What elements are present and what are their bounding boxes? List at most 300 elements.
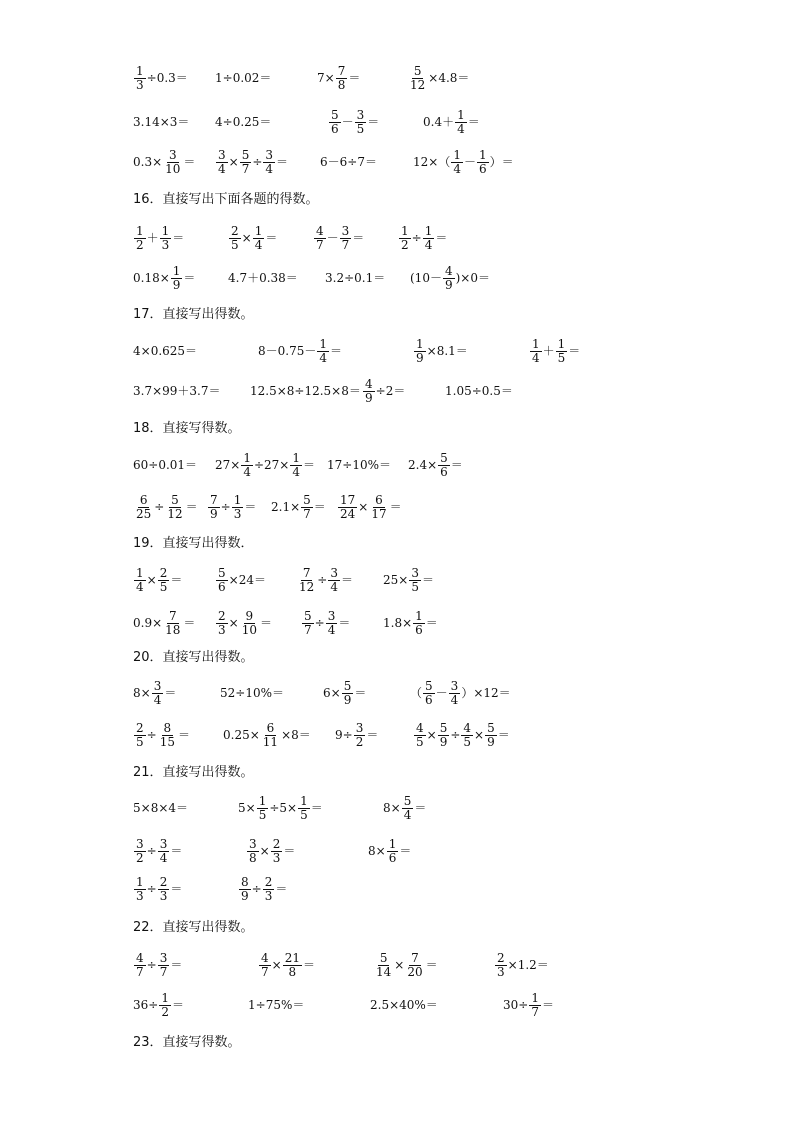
fraction-numerator: 1 — [161, 990, 169, 1005]
problem-text: ＝ — [366, 728, 379, 742]
fraction-denominator: 3 — [272, 850, 281, 865]
fraction-numerator: 5 — [331, 107, 339, 122]
fraction-denominator: 6 — [440, 464, 448, 479]
fraction-numerator: 17 — [340, 492, 356, 507]
fraction-numerator: 3 — [341, 223, 350, 238]
fraction-denominator: 7 — [261, 964, 269, 979]
fraction-denominator: 9 — [487, 734, 495, 749]
fraction-numerator: 3 — [153, 678, 162, 693]
fraction-denominator: 2 — [161, 1004, 169, 1019]
fraction-denominator: 6 — [415, 622, 423, 637]
fraction — [229, 225, 241, 252]
fraction-numerator: 1 — [457, 107, 465, 122]
problem — [320, 145, 377, 179]
fraction — [134, 838, 146, 865]
fraction-denominator: 6 — [218, 579, 226, 594]
fraction-numerator: 2 — [272, 836, 281, 851]
problem-text: 12×（ — [413, 155, 451, 169]
problem-text: ＝ — [421, 573, 434, 587]
fraction — [208, 494, 220, 521]
problem-text: 6× — [323, 686, 341, 700]
fraction-denominator: 4 — [292, 464, 300, 479]
fraction-numerator: 1 — [136, 874, 144, 889]
fraction-numerator: 3 — [218, 147, 226, 162]
problem-text: ＝ — [170, 882, 183, 896]
fraction — [326, 610, 338, 637]
problem-text: ＝ — [467, 115, 480, 129]
fraction-denominator: 8 — [337, 77, 346, 92]
fraction — [247, 838, 259, 865]
fraction-numerator: 2 — [218, 608, 226, 623]
fraction — [263, 876, 275, 903]
section-heading: 21．直接写出得数。 — [133, 765, 254, 780]
problem-text: × — [426, 728, 437, 742]
fraction-numerator: 3 — [265, 147, 274, 162]
problem — [296, 563, 353, 597]
fraction-numerator: 7 — [337, 63, 346, 78]
problem — [413, 145, 514, 179]
problem-text: ÷27× — [253, 458, 290, 472]
fraction — [414, 722, 426, 749]
fraction — [423, 225, 435, 252]
problem-text: ＝ — [313, 500, 326, 514]
fraction-numerator: 1 — [233, 492, 242, 507]
problem — [133, 563, 182, 597]
problem-text: × — [271, 958, 282, 972]
problem-text: ＝ — [170, 573, 183, 587]
fraction — [163, 610, 182, 637]
problem — [250, 374, 361, 408]
fraction — [338, 494, 357, 521]
problem — [258, 948, 315, 982]
fraction — [241, 452, 253, 479]
fraction-numerator: 4 — [261, 950, 269, 965]
fraction-numerator: 4 — [444, 263, 453, 278]
problem-text: × — [228, 616, 239, 630]
fraction-numerator: 3 — [330, 565, 338, 580]
fraction — [355, 109, 367, 136]
fraction-numerator: 1 — [300, 793, 308, 808]
section-heading: 23．直接写得数。 — [133, 1035, 241, 1050]
fraction-denominator: 2 — [136, 237, 144, 252]
fraction-numerator: 4 — [463, 720, 472, 735]
fraction-numerator: 3 — [327, 608, 336, 623]
problem — [133, 145, 195, 179]
problem-text: 17÷10%＝ — [327, 458, 391, 472]
fraction-denominator: 4 — [330, 579, 338, 594]
fraction-denominator: 4 — [424, 237, 433, 252]
fraction-denominator: 9 — [241, 888, 249, 903]
problem — [207, 490, 256, 524]
problem-text: ＝ — [177, 728, 190, 742]
fraction — [171, 265, 183, 292]
fraction-denominator: 4 — [457, 121, 465, 136]
fraction-numerator: 7 — [302, 565, 311, 580]
fraction-numerator: 1 — [254, 223, 263, 238]
problem-text: ÷0.3＝ — [146, 71, 188, 85]
problem-text: ＝ — [302, 958, 315, 972]
fraction-numerator: 1 — [478, 147, 487, 162]
fraction-numerator: 1 — [319, 336, 327, 351]
problem-text: ＝ — [185, 500, 198, 514]
fraction — [290, 452, 302, 479]
fraction-denominator: 7 — [159, 964, 168, 979]
fraction-numerator: 5 — [440, 450, 448, 465]
problem-text: ＝ — [450, 458, 463, 472]
fraction — [556, 338, 568, 365]
problem — [383, 606, 438, 640]
fraction-numerator: 5 — [304, 608, 312, 623]
fraction-numerator: 5 — [241, 147, 250, 162]
fraction-numerator: 5 — [379, 950, 388, 965]
section-heading: 19．直接写出得数． — [133, 536, 254, 551]
problem-text: ÷ — [317, 573, 328, 587]
problem-text: （ — [410, 686, 423, 700]
fraction — [443, 265, 455, 292]
problem-text: ＝ — [164, 686, 177, 700]
problem-text: ×1.2＝ — [507, 958, 549, 972]
problem-text: 3.2÷0.1＝ — [325, 271, 386, 285]
problem-text: ＝ — [354, 686, 367, 700]
problem-text: × — [394, 958, 405, 972]
fraction — [340, 225, 352, 252]
fraction-denominator: 2 — [136, 850, 144, 865]
problem-text: ÷ — [146, 882, 157, 896]
fraction-denominator: 4 — [159, 850, 168, 865]
fraction-numerator: 4 — [416, 720, 424, 735]
problem-text: ÷ — [146, 728, 157, 742]
fraction-numerator: 3 — [450, 678, 459, 693]
fraction-denominator: 24 — [340, 506, 356, 521]
problem — [410, 261, 490, 295]
fraction-numerator: 1 — [243, 450, 251, 465]
problem-text: ×8＝ — [281, 728, 311, 742]
problem-text: ÷2＝ — [375, 384, 406, 398]
problem-text: 1÷0.02＝ — [215, 71, 272, 85]
fraction — [159, 992, 171, 1019]
fraction-denominator: 3 — [233, 506, 242, 521]
problem-text: ＝ — [414, 801, 427, 815]
fraction — [297, 567, 316, 594]
fraction — [374, 952, 393, 979]
problem — [408, 448, 463, 482]
problem-text: ＝ — [367, 115, 380, 129]
fraction — [495, 952, 507, 979]
fraction-numerator: 1 — [424, 223, 433, 238]
problem — [215, 145, 288, 179]
problem-text: ＝ — [303, 458, 316, 472]
fraction — [158, 567, 170, 594]
fraction-denominator: 3 — [161, 237, 170, 252]
problem-text: 8× — [368, 844, 386, 858]
fraction — [317, 338, 329, 365]
problem — [398, 221, 447, 255]
fraction — [342, 680, 354, 707]
fraction-denominator: 4 — [403, 807, 412, 822]
fraction — [409, 567, 421, 594]
fraction-denominator: 12 — [167, 506, 183, 521]
fraction-denominator: 4 — [153, 692, 162, 707]
fraction-numerator: 3 — [136, 836, 144, 851]
problem-text: － — [435, 686, 448, 700]
fraction-denominator: 9 — [210, 506, 218, 521]
fraction — [259, 952, 271, 979]
problem-text: ＝ — [310, 801, 323, 815]
fraction — [414, 338, 426, 365]
fraction-numerator: 4 — [316, 223, 324, 238]
problem — [133, 61, 188, 95]
problem-text: 36÷ — [133, 998, 159, 1012]
problem-text: 3.7×99＋3.7＝ — [133, 384, 221, 398]
fraction — [152, 680, 164, 707]
fraction-denominator: 3 — [218, 622, 226, 637]
fraction-numerator: 3 — [159, 836, 168, 851]
fraction-numerator: 7 — [210, 492, 218, 507]
fraction-denominator: 4 — [532, 350, 540, 365]
problem — [301, 606, 350, 640]
fraction-numerator: 1 — [401, 223, 409, 238]
problem-text: 0.4＋ — [423, 115, 455, 129]
problem-text: 4×0.625＝ — [133, 344, 198, 358]
fraction — [336, 65, 348, 92]
fraction-denominator: 4 — [243, 464, 251, 479]
fraction-numerator: 2 — [136, 720, 144, 735]
fraction-numerator: 2 — [264, 874, 273, 889]
fraction — [283, 952, 302, 979]
fraction-denominator: 18 — [165, 622, 181, 637]
problem-text: 0.18× — [133, 271, 170, 285]
section-heading: 22．直接写出得数。 — [133, 920, 254, 935]
fraction-numerator: 1 — [416, 336, 424, 351]
fraction-numerator: 1 — [531, 990, 539, 1005]
problem — [370, 988, 438, 1022]
fraction — [451, 149, 463, 176]
problem — [238, 872, 287, 906]
fraction-denominator: 4 — [254, 237, 263, 252]
problem-text: ＝ — [340, 573, 353, 587]
problem-text: ＝ — [244, 500, 257, 514]
fraction-numerator: 1 — [172, 263, 181, 278]
problem-text: ＝ — [183, 271, 196, 285]
fraction-denominator: 6 — [388, 850, 397, 865]
problem-text: ＝ — [338, 616, 351, 630]
problem-text: × — [358, 500, 369, 514]
fraction — [261, 722, 280, 749]
fraction-denominator: 5 — [231, 237, 239, 252]
problem — [362, 374, 405, 408]
fraction — [399, 225, 411, 252]
problem — [133, 221, 184, 255]
fraction — [302, 610, 314, 637]
problem-text: 0.3× — [133, 155, 163, 169]
problem — [133, 791, 188, 825]
problem-text: 8× — [383, 801, 401, 815]
problem — [215, 61, 271, 95]
fraction-denominator: 7 — [304, 622, 312, 637]
problem — [413, 718, 510, 752]
problem-text: ＝ — [283, 844, 296, 858]
problem — [220, 676, 284, 710]
fraction — [405, 952, 424, 979]
problem — [494, 948, 549, 982]
problem — [215, 448, 315, 482]
problem — [317, 61, 360, 95]
problem — [133, 490, 198, 524]
fraction — [438, 722, 450, 749]
fraction-denominator: 8 — [288, 964, 297, 979]
problem-text: ＋ — [146, 231, 159, 245]
problem-text: × — [241, 231, 252, 245]
fraction-numerator: 7 — [168, 608, 177, 623]
fraction-denominator: 5 — [463, 734, 472, 749]
problem-text: ）×12＝ — [461, 686, 511, 700]
problem — [133, 374, 221, 408]
problem-text: ＝ — [275, 882, 288, 896]
fraction-numerator: 5 — [218, 565, 226, 580]
problem — [133, 988, 184, 1022]
fraction-denominator: 2 — [401, 237, 409, 252]
fraction-denominator: 12 — [299, 579, 315, 594]
problem-text: 1÷75%＝ — [248, 998, 305, 1012]
fraction-denominator: 11 — [262, 734, 279, 749]
problem — [223, 718, 311, 752]
fraction — [387, 838, 399, 865]
problem-text: 4.7＋0.38＝ — [228, 271, 298, 285]
fraction — [158, 722, 177, 749]
fraction — [402, 795, 414, 822]
fraction-denominator: 6 — [331, 121, 339, 136]
problem — [258, 334, 342, 368]
problem — [325, 261, 385, 295]
problem-text: ＝ — [172, 231, 185, 245]
problem-text: 8× — [133, 686, 151, 700]
problem-text: 2.5×40%＝ — [370, 998, 438, 1012]
fraction-numerator: 8 — [241, 874, 249, 889]
section-heading: 17．直接写出得数。 — [133, 307, 254, 322]
problem-text: 8－0.75－ — [258, 344, 317, 358]
problem — [407, 61, 469, 95]
fraction-numerator: 2 — [159, 874, 168, 889]
problem-text: ＝ — [352, 231, 365, 245]
fraction-numerator: 21 — [284, 950, 300, 965]
problem-text: ＝ — [183, 616, 196, 630]
problem-text: ＝ — [389, 500, 402, 514]
problem-text: ＝ — [171, 998, 184, 1012]
problem-text: 0.25× — [223, 728, 260, 742]
problem-text: ÷ — [146, 844, 157, 858]
problem — [248, 988, 304, 1022]
problem-text: 27× — [215, 458, 241, 472]
fraction-numerator: 1 — [136, 63, 144, 78]
problem-text: 0.9× — [133, 616, 163, 630]
problem — [228, 261, 298, 295]
problem-text: ＋ — [542, 344, 555, 358]
fraction — [328, 567, 340, 594]
fraction-numerator: 1 — [557, 336, 566, 351]
fraction — [271, 838, 283, 865]
fraction — [455, 109, 467, 136]
fraction-denominator: 6 — [478, 161, 487, 176]
problem — [133, 718, 190, 752]
fraction-numerator: 3 — [355, 720, 364, 735]
problem-text: 1.8× — [383, 616, 413, 630]
fraction — [408, 65, 427, 92]
fraction-numerator: 1 — [136, 223, 144, 238]
fraction — [301, 494, 313, 521]
fraction-denominator: 7 — [531, 1004, 539, 1019]
fraction-denominator: 7 — [136, 964, 144, 979]
problem — [373, 948, 438, 982]
problem-text: ×4.8＝ — [428, 71, 470, 85]
fraction — [165, 494, 184, 521]
fraction-numerator: 5 — [343, 678, 352, 693]
fraction-denominator: 5 — [416, 734, 424, 749]
problem — [529, 334, 580, 368]
problem — [410, 676, 511, 710]
fraction — [134, 225, 146, 252]
problem — [215, 606, 272, 640]
fraction-denominator: 3 — [159, 888, 168, 903]
fraction-denominator: 4 — [218, 161, 226, 176]
problem-text: 9÷ — [335, 728, 353, 742]
fraction-numerator: 2 — [497, 950, 505, 965]
fraction-denominator: 5 — [356, 121, 365, 136]
problem — [133, 261, 195, 295]
problem-text: 12.5×8÷12.5×8＝ — [250, 384, 361, 398]
fraction — [216, 567, 228, 594]
section-heading: 20．直接写出得数。 — [133, 650, 254, 665]
fraction-numerator: 1 — [532, 336, 540, 351]
problem — [337, 490, 402, 524]
problem-text: － — [463, 155, 476, 169]
fraction-numerator: 1 — [415, 608, 423, 623]
fraction-denominator: 7 — [303, 506, 311, 521]
problem-text: 5×8×4＝ — [133, 801, 189, 815]
fraction-numerator: 4 — [136, 950, 144, 965]
problem-text: ÷ — [220, 500, 231, 514]
fraction-denominator: 4 — [265, 161, 274, 176]
fraction-numerator: 5 — [413, 63, 422, 78]
fraction-denominator: 5 — [300, 807, 308, 822]
problem — [368, 834, 411, 868]
fraction-denominator: 10 — [241, 622, 257, 637]
fraction-numerator: 8 — [163, 720, 172, 735]
problem-text: 3.14×3＝ — [133, 115, 190, 129]
fraction-denominator: 3 — [497, 964, 505, 979]
problem-text: × — [474, 728, 485, 742]
fraction — [253, 225, 265, 252]
fraction — [329, 109, 341, 136]
problem-text: ÷ — [146, 958, 157, 972]
fraction — [240, 149, 252, 176]
problem — [313, 221, 364, 255]
problem — [228, 221, 277, 255]
fraction — [134, 567, 146, 594]
fraction-denominator: 12 — [410, 77, 426, 92]
problem — [328, 105, 379, 139]
fraction-denominator: 10 — [165, 161, 181, 176]
problem-text: ＝ — [399, 844, 412, 858]
problem — [383, 791, 426, 825]
fraction-numerator: 3 — [168, 147, 177, 162]
problem-text: 5× — [238, 801, 256, 815]
fraction-numerator: 6 — [266, 720, 275, 735]
fraction — [413, 610, 425, 637]
fraction-numerator: 2 — [231, 223, 239, 238]
problem-text: ＝ — [265, 231, 278, 245]
fraction — [461, 722, 473, 749]
problem — [323, 676, 366, 710]
